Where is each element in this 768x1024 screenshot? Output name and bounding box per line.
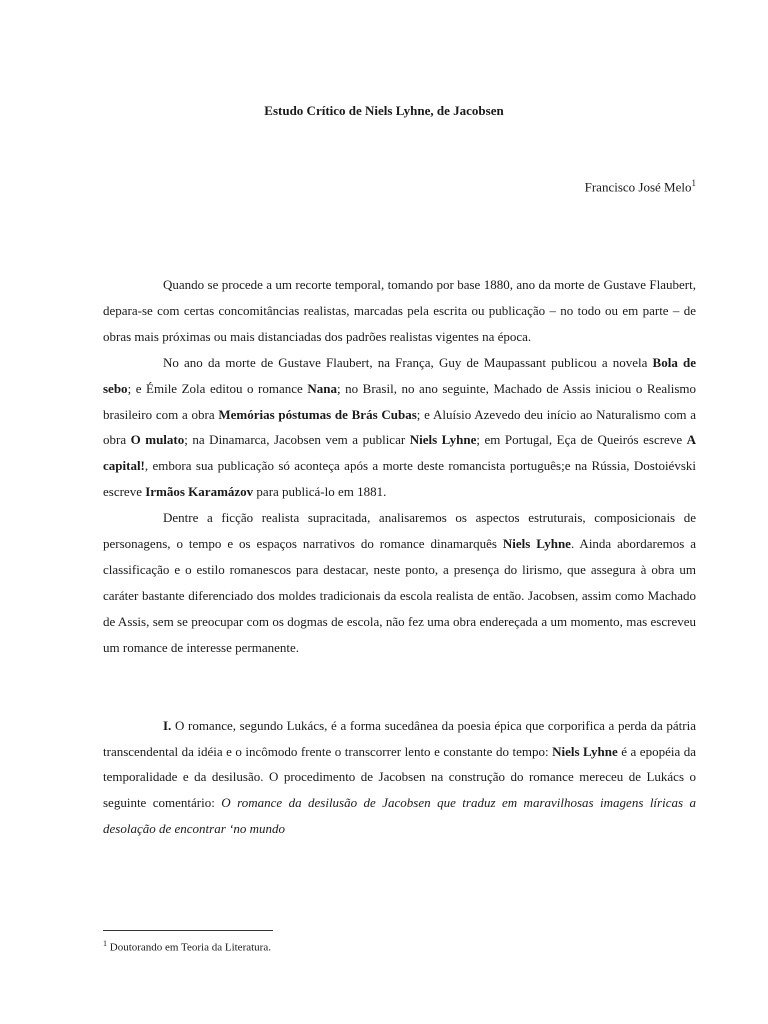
author-footnote-mark[interactable]: 1 — [691, 178, 696, 188]
footnote-text: Doutorando em Teoria da Literatura. — [109, 941, 271, 954]
author-line — [585, 178, 696, 195]
document-title: Estudo Crítico de Niels Lyhne, de Jacobsen — [264, 103, 504, 118]
body-text — [103, 272, 696, 842]
work-title: Memórias póstumas de Brás Cubas — [218, 406, 417, 422]
work-title: Niels Lyhne — [502, 536, 571, 552]
footnote — [103, 939, 271, 954]
paragraph-4: I. O romance, segundo Lukács, é a forma sucedânea da poesia épica que corporifica a perda da pátria transcendental da idéia e o incômodo frente o transcorrer lento e constante do tempo: Niels Lyhne é a epopéia da temporalidade e da desilusão. O procedimento de Jacobsen na construção do romance mereceu de Lukács o seguinte comentário: O romance da desilusão de Jacobsen que traduz em maravilhosas imagens líricas a desolação de encontrar ‘no mundo — [103, 717, 697, 837]
work-title: Nana — [307, 380, 337, 396]
work-title: A capital! — [103, 432, 697, 474]
paragraph-3: Dentre a ficção realista supracitada, analisaremos os aspectos estruturais, composicionais de personagens, o tempo e os espaços narrativos do romance dinamarquês Niels Lyhne. Ainda abordaremos a classificação e o estilo romanescos para destacar, neste ponto, a presença do lirismo, que assegura à obra um caráter bastante diferenciado dos moldes tradicionais da escola realista de então. Jacobsen, assim como Machado de Assis, sem se preocupar com os dogmas de escola, não fez uma obra endereçada a um momento, mas escreveu um romance de interesse permanente. — [103, 510, 697, 655]
quotation: O romance da desilusão de Jacobsen que traduz em maravilhosas imagens líricas a desolação de encontrar ‘no mundo — [103, 795, 696, 837]
paragraph-2: No ano da morte de Gustave Flaubert, na França, Guy de Maupassant publicou a novela Bola de sebo; e Émile Zola editou o romance Nana; no Brasil, no ano seguinte, Machado de Assis iniciou o Realismo brasileiro com a obra Memórias póstumas de Brás Cubas; e Aluísio Azevedo deu início ao Naturalismo com a obra O mulato; na Dinamarca, Jacobsen vem a publicar Niels Lyhne; em Portugal, Eça de Queirós escreve A capital!, embora sua publicação só aconteça após a morte deste romancista português;e na Rússia, Dostoiévski escreve Irmãos Karamázov para publicá-lo em 1881. — [103, 354, 697, 500]
footnote-mark: 1 — [103, 939, 107, 948]
paragraph-1: Quando se procede a um recorte temporal, tomando por base 1880, ano da morte de Gustave Flaubert, depara-se com certas concomitâncias realistas, marcadas pela escrita ou publicação – no todo ou em parte – de obras mais próximas ou mais distanciadas dos padrões realistas vigentes na época. — [103, 277, 696, 344]
work-title: Niels Lyhne — [409, 432, 477, 448]
footnote-divider — [103, 930, 273, 931]
work-title: Niels Lyhne — [552, 743, 618, 759]
work-title: Bola de sebo — [103, 354, 696, 396]
work-title: O mulato — [130, 432, 185, 448]
work-title: Irmãos Karamázov — [145, 484, 254, 500]
author-name: Francisco José Melo — [584, 179, 692, 195]
section-number: I. — [163, 717, 172, 733]
